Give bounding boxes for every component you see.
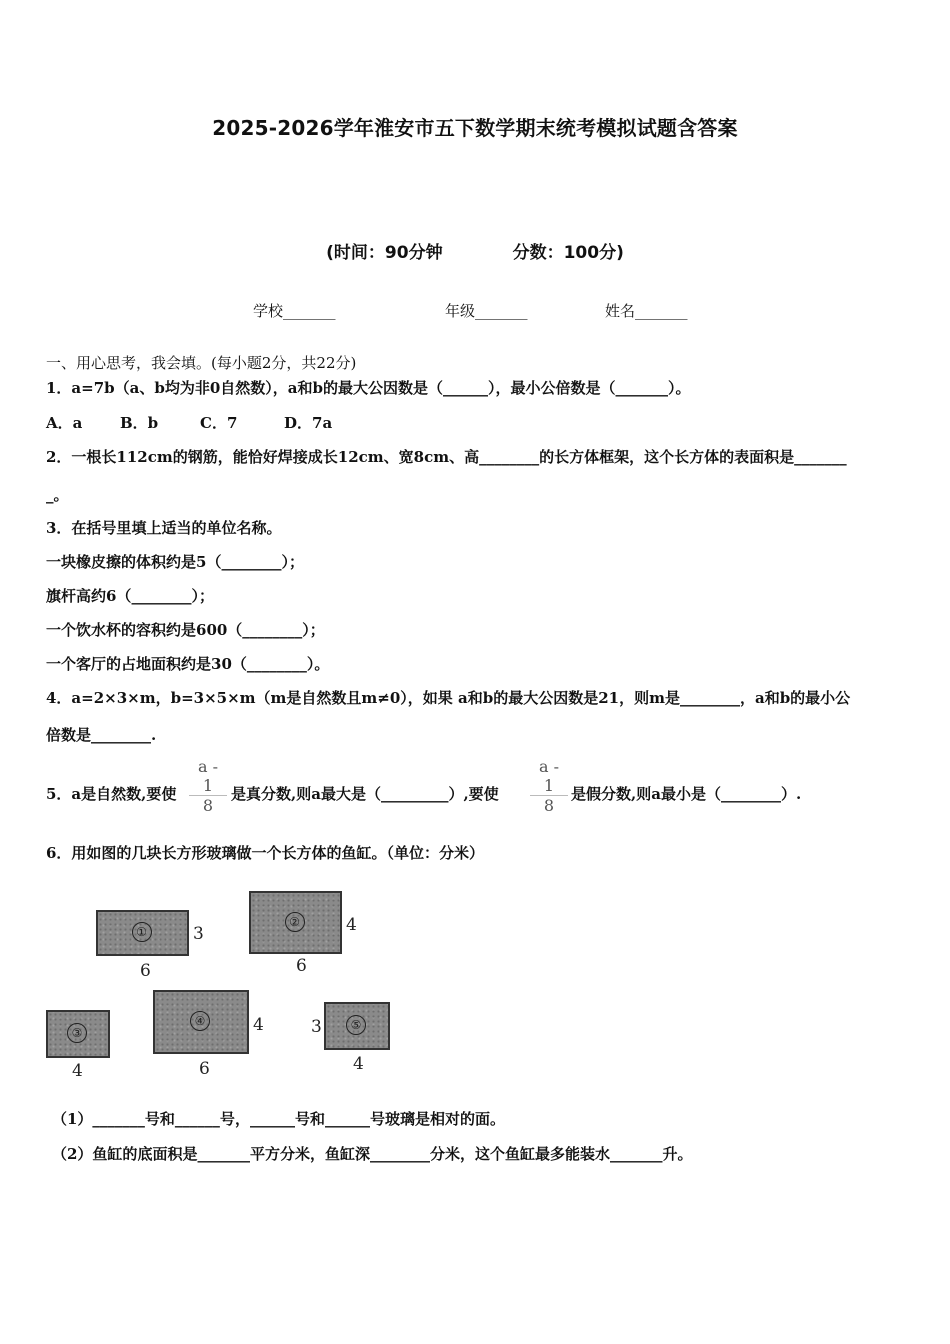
tile-4-height: 4	[253, 1015, 264, 1035]
fraction-numerator: a - 1	[530, 757, 568, 796]
tile-label: ④	[190, 1011, 210, 1031]
tile-label: ③	[67, 1023, 87, 1043]
name-field: 姓名_______	[605, 302, 688, 320]
glass-tile-3	[46, 1010, 110, 1058]
tile-1-height: 3	[193, 924, 204, 944]
question-2-cont: _。	[46, 486, 69, 504]
q1-option-c: C．7	[200, 414, 238, 432]
grade-field: 年级_______	[445, 302, 528, 320]
tile-2-width: 6	[296, 956, 307, 976]
tile-5-height: 3	[311, 1017, 322, 1037]
tile-2-height: 4	[346, 915, 357, 935]
tile-1-width: 6	[140, 961, 151, 981]
fraction	[530, 757, 568, 815]
tile-5-width: 4	[353, 1054, 364, 1074]
question-5-part1: 5．a是自然数,要使	[46, 785, 177, 803]
fraction	[189, 757, 227, 815]
tile-3-width: 4	[72, 1061, 83, 1081]
fraction-numerator: a - 1	[189, 757, 227, 796]
exam-time: (时间：90分钟	[326, 243, 443, 263]
question-4: 4．a=2×3×m，b=3×5×m（m是自然数且m≠0），如果 a和b的最大公因数是21，则m是________，a和b的最小公	[46, 689, 851, 707]
q1-option-d: D．7a	[284, 414, 333, 432]
exam-score: 分数：100分)	[512, 243, 624, 263]
question-5-part2: 是真分数,则a最大是（_________）,要使	[231, 785, 499, 803]
glass-tile-1	[96, 910, 189, 956]
question-6-sub1: （1）_______号和______号，______号和______号玻璃是相对的面。	[52, 1110, 505, 1128]
tile-4-width: 6	[199, 1059, 210, 1079]
section-heading: 一、用心思考，我会填。(每小题2分，共22分)	[46, 354, 357, 372]
question-2: 2．一根长112cm的钢筋，能恰好焊接成长12cm、宽8cm、高________的长方体框架，这个长方体的表面积是_______	[46, 448, 847, 466]
q3-item: 一个饮水杯的容积约是600（________）；	[46, 621, 325, 639]
question-6: 6．用如图的几块长方形玻璃做一个长方体的鱼缸。（单位：分米）	[46, 844, 484, 862]
glass-tile-4	[153, 990, 249, 1054]
question-6-sub2: （2）鱼缸的底面积是_______平方分米，鱼缸深________分米，这个鱼缸最多能装水_______升。	[52, 1145, 693, 1163]
question-5-part3: 是假分数,则a最小是（________）.	[571, 785, 802, 803]
glass-tile-5	[324, 1002, 390, 1050]
q1-option-b: B．b	[120, 414, 159, 432]
exam-meta	[0, 238, 950, 263]
q3-item: 一个客厅的占地面积约是30（________）。	[46, 655, 330, 673]
tile-label: ①	[132, 922, 152, 942]
tile-label: ⑤	[346, 1015, 366, 1035]
fraction-denominator: 8	[202, 796, 214, 815]
tile-label: ②	[285, 912, 305, 932]
question-4-cont: 倍数是________.	[46, 726, 157, 744]
q1-option-a: A．a	[46, 414, 83, 432]
question-1: 1．a=7b（a、b均为非0自然数），a和b的最大公因数是（______），最小公倍数是（_______）。	[46, 379, 691, 397]
fraction-denominator: 8	[543, 796, 555, 815]
school-field: 学校_______	[253, 302, 336, 320]
question-3: 3．在括号里填上适当的单位名称。	[46, 519, 282, 537]
page-title: 2025-2026学年淮安市五下数学期末统考模拟试题含答案	[212, 116, 738, 140]
q3-item: 一块橡皮擦的体积约是5（________）；	[46, 553, 304, 571]
glass-tile-2	[249, 891, 342, 954]
q3-item: 旗杆高约6（________）；	[46, 587, 214, 605]
